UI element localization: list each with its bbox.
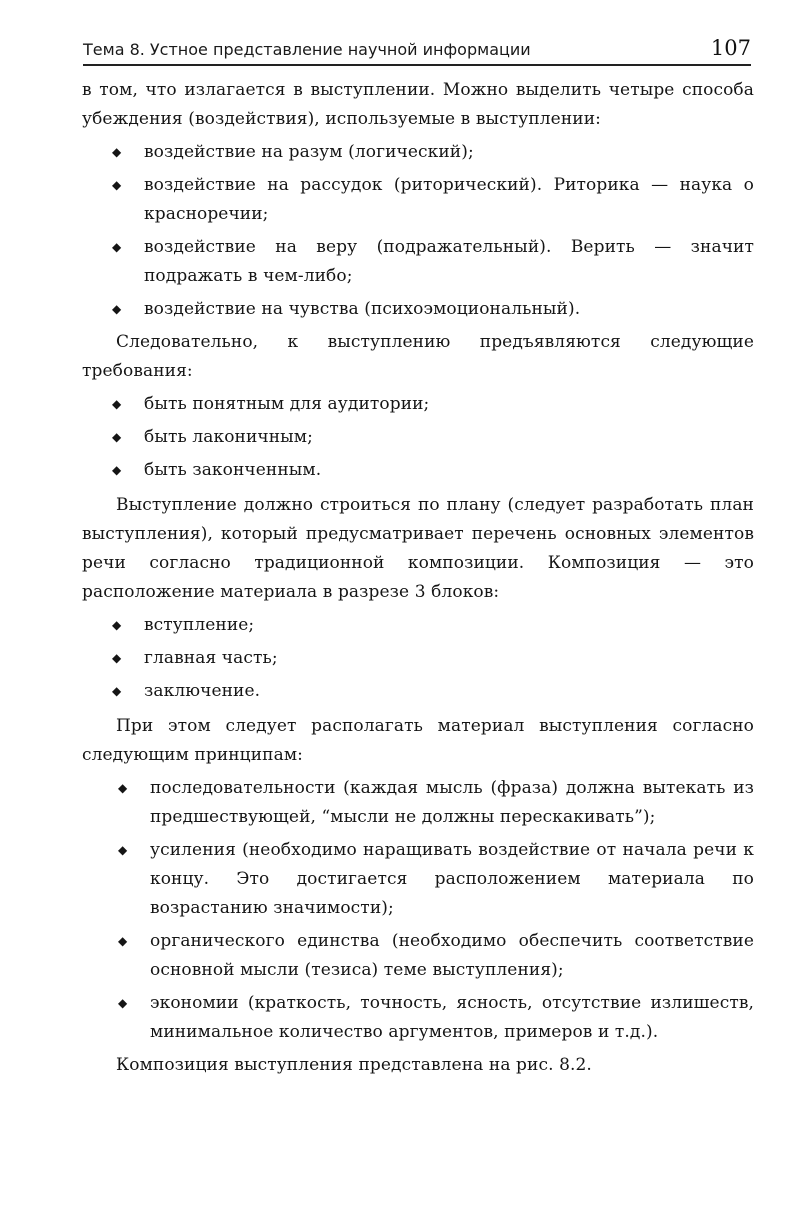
paragraph-requirements: Следовательно, к выступлению предъявляются следующие требования:: [82, 332, 754, 381]
list-item: [82, 774, 754, 832]
paragraph-continued: в том, что излагается в выступлении. Можно выделить четыре способа убеждения (воздействия), используемые в выступлении:: [82, 80, 754, 129]
list-item-text: последовательности (каждая мысль (фраза) должна вытекать из предшествующей, “мысли не должны перескакивать”);: [150, 778, 754, 827]
paragraph-principles: При этом следует располагать материал выступления согласно следующим принципам:: [82, 716, 754, 765]
body-text: [82, 76, 754, 1080]
list-item-text: экономии (краткость, точность, ясность, отсутствие излишеств, минимальное количество аргументов, примеров и т.д.).: [150, 993, 754, 1042]
paragraph-figure-reference: Композиция выступления представлена на рис. 8.2.: [116, 1055, 592, 1075]
running-head: [83, 30, 751, 66]
list-item-text: главная часть;: [144, 648, 278, 668]
list-item: [82, 171, 754, 229]
list-item: [82, 138, 754, 167]
paragraph-composition: Выступление должно строиться по плану (следует разработать план выступления), который предусматривает перечень основных элементов речи согласно традиционной композиции. Композиция — это расположение материала в разрезе 3 блоков:: [82, 495, 754, 602]
diamond-bullet-icon: ◆: [112, 240, 122, 254]
list-item: [82, 295, 754, 324]
list-item: [82, 677, 754, 706]
list-item-text: быть понятным для аудитории;: [144, 394, 430, 414]
diamond-bullet-icon: ◆: [112, 684, 122, 698]
list-item-text: заключение.: [144, 681, 261, 701]
list-item: [82, 390, 754, 419]
list-item: [82, 233, 754, 291]
list-item: [82, 611, 754, 640]
principles-list: [82, 774, 754, 1047]
list-item-text: вступление;: [144, 615, 255, 635]
diamond-bullet-icon: ◆: [112, 618, 122, 632]
diamond-bullet-icon: ◆: [112, 463, 122, 477]
page-number: 107: [710, 36, 751, 60]
diamond-bullet-icon: ◆: [112, 430, 122, 444]
list-item-text: воздействие на разум (логический);: [144, 142, 474, 162]
diamond-bullet-icon: ◆: [112, 178, 122, 192]
list-item: [82, 456, 754, 485]
list-item: [82, 423, 754, 452]
list-item-text: быть законченным.: [144, 460, 322, 480]
composition-blocks-list: [82, 611, 754, 706]
diamond-bullet-icon: ◆: [112, 145, 122, 159]
list-item-text: воздействие на рассудок (риторический). Риторика — наука о красноречии;: [144, 175, 754, 224]
diamond-bullet-icon: ◆: [118, 934, 128, 948]
persuasion-methods-list: [82, 138, 754, 324]
running-title: Тема 8. Устное представление научной информации: [83, 40, 531, 59]
list-item-text: воздействие на чувства (психоэмоциональный).: [144, 299, 581, 319]
diamond-bullet-icon: ◆: [118, 781, 128, 795]
list-item-text: быть лаконичным;: [144, 427, 313, 447]
requirements-list: [82, 390, 754, 485]
diamond-bullet-icon: ◆: [118, 843, 128, 857]
list-item-text: воздействие на веру (подражательный). Верить — значит подражать в чем-либо;: [144, 237, 754, 286]
list-item: [82, 644, 754, 673]
list-item: [82, 836, 754, 923]
list-item: [82, 927, 754, 985]
list-item-text: усиления (необходимо наращивать воздействие от начала речи к концу. Это достигается расположением материала по возрастанию значимости);: [150, 840, 754, 918]
list-item-text: органического единства (необходимо обеспечить соответствие основной мысли (тезиса) теме выступления);: [150, 931, 754, 980]
diamond-bullet-icon: ◆: [112, 397, 122, 411]
diamond-bullet-icon: ◆: [112, 302, 122, 316]
list-item: [82, 989, 754, 1047]
diamond-bullet-icon: ◆: [112, 651, 122, 665]
diamond-bullet-icon: ◆: [118, 996, 128, 1010]
